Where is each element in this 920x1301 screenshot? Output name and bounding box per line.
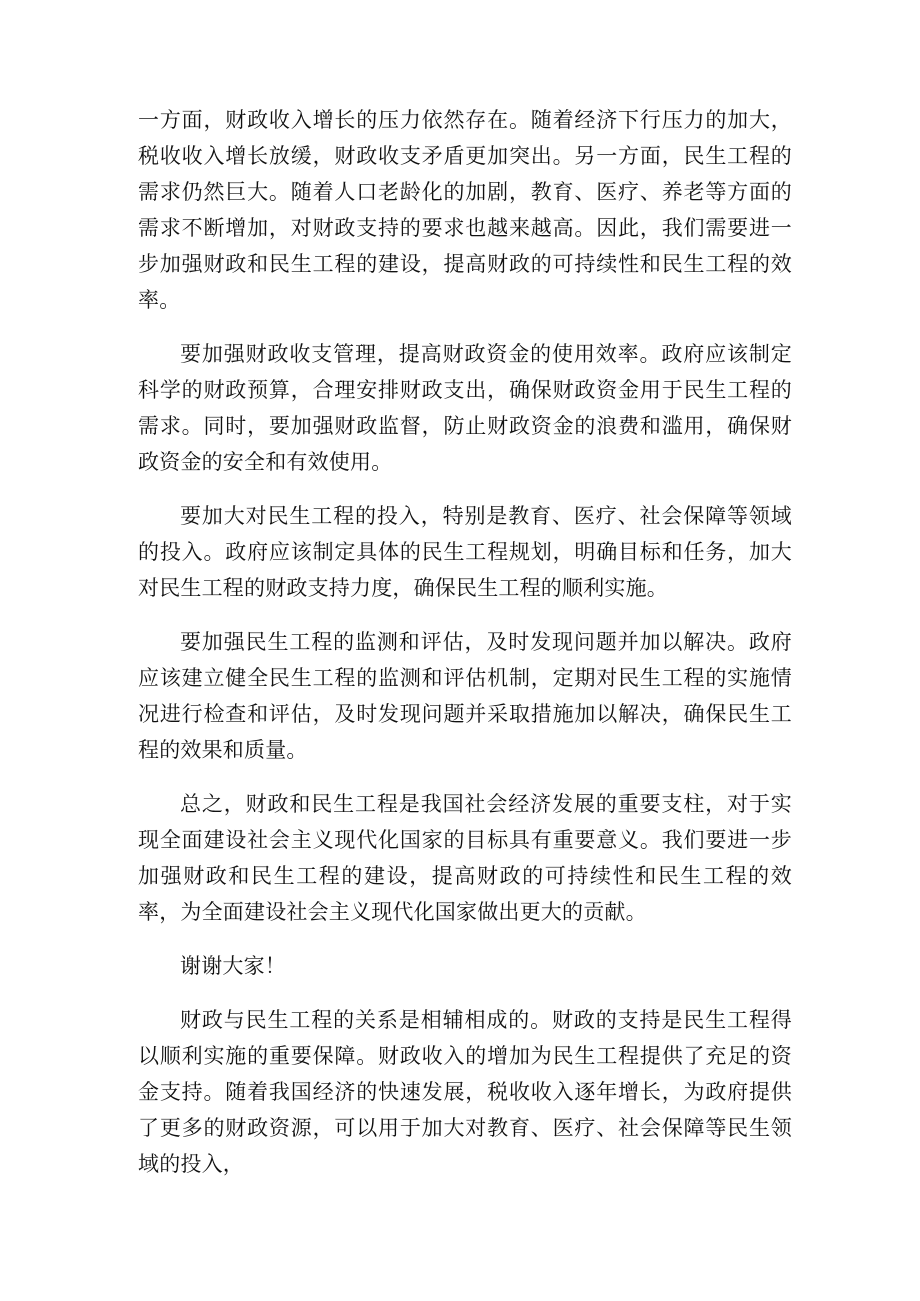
paragraph-7: 财政与民生工程的关系是相辅相成的。财政的支持是民生工程得以顺利实施的重要保障。财政收入的增加为民生工程提供了充足的资金支持。随着我国经济的快速发展，税收收入逐年增长，为政府提供了更多的财政资源，可以用于加大对教育、医疗、社会保障等民生领域的投入， bbox=[138, 1008, 792, 1176]
paragraph-3: 要加大对民生工程的投入，特别是教育、医疗、社会保障等领域的投入。政府应该制定具体的民生工程规划，明确目标和任务，加大对民生工程的财政支持力度，确保民生工程的顺利实施。 bbox=[138, 504, 792, 600]
paragraph-2: 要加强财政收支管理，提高财政资金的使用效率。政府应该制定科学的财政预算，合理安排财政支出，确保财政资金用于民生工程的需求。同时，要加强财政监督，防止财政资金的浪费和滥用，确保财政资金的安全和有效使用。 bbox=[138, 342, 792, 474]
paragraph-5: 总之，财政和民生工程是我国社会经济发展的重要支柱，对于实现全面建设社会主义现代化国家的目标具有重要意义。我们要进一步加强财政和民生工程的建设，提高财政的可持续性和民生工程的效率，为全面建设社会主义现代化国家做出更大的贡献。 bbox=[138, 792, 792, 924]
paragraph-6: 谢谢大家！ bbox=[180, 954, 286, 978]
paragraph-1: 一方面，财政收入增长的压力依然存在。随着经济下行压力的加大，税收收入增长放缓，财政收支矛盾更加突出。另一方面，民生工程的需求仍然巨大。随着人口老龄化的加剧，教育、医疗、养老等方面的需求不断增加，对财政支持的要求也越来越高。因此，我们需要进一步加强财政和民生工程的建设，提高财政的可持续性和民生工程的效率。 bbox=[138, 108, 792, 312]
document-body bbox=[138, 102, 792, 1200]
paragraph-4: 要加强民生工程的监测和评估，及时发现问题并加以解决。政府应该建立健全民生工程的监测和评估机制，定期对民生工程的实施情况进行检查和评估，及时发现问题并采取措施加以解决，确保民生工程的效果和质量。 bbox=[138, 630, 792, 762]
